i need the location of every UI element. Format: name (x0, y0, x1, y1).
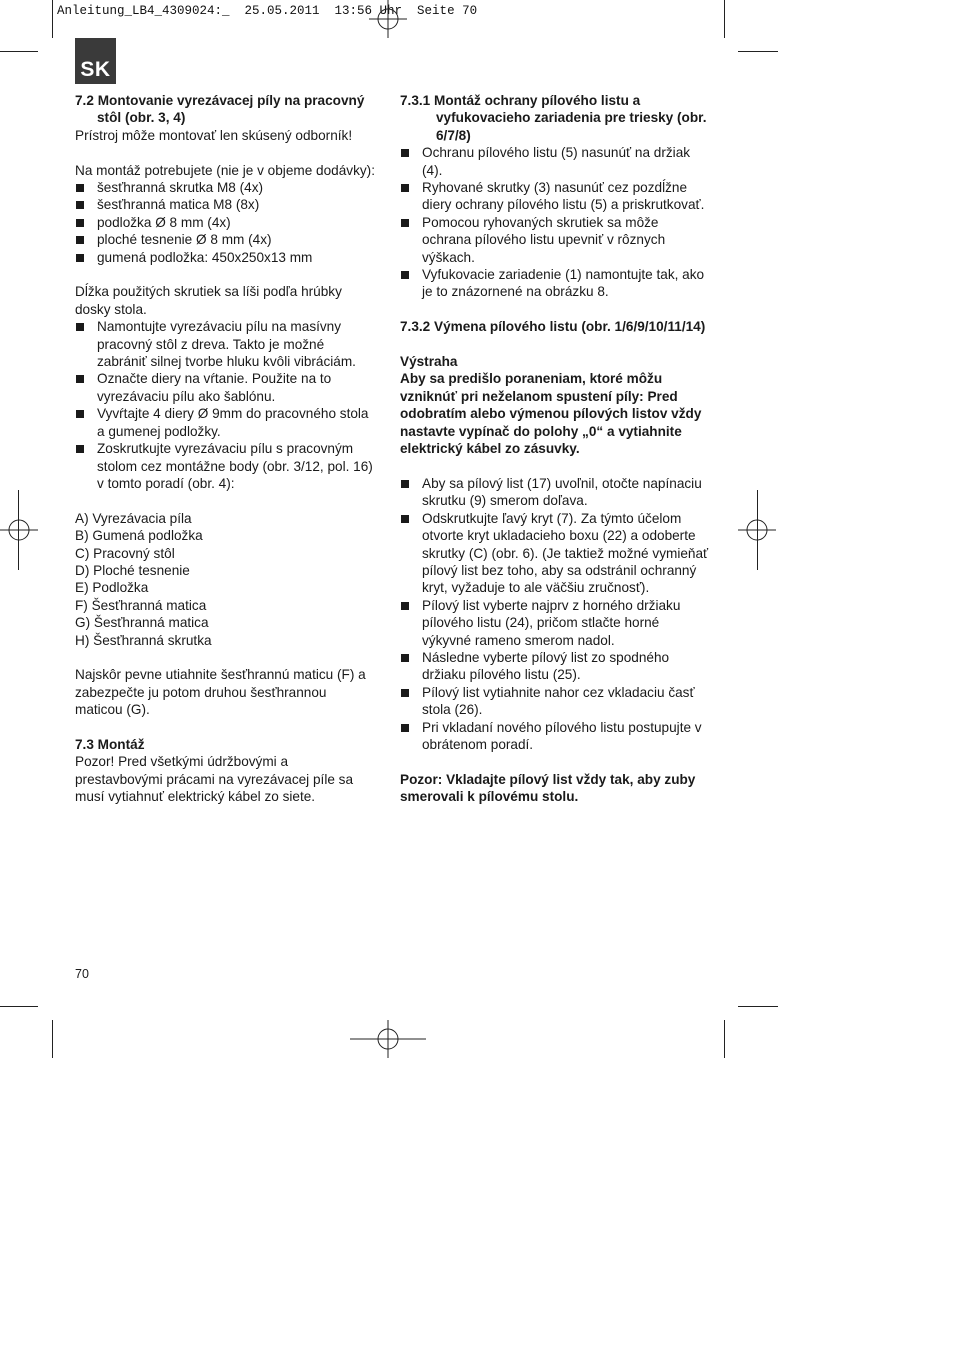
tighten-note: Najskôr pevne utiahnite šesťhrannú maticu (F) a zabezpečte ju potom druhou šesťhrannou maticou (G). (75, 667, 366, 718)
list-item: Pomocou ryhovaných skrutiek sa môže ochrana pílového listu upevniť v rôznych výškach. (400, 214, 710, 266)
length-note: Dĺžka použitých skrutiek sa líši podľa hrúbky dosky stola. (75, 284, 342, 317)
list-item: C) Pracovný stôl (75, 545, 175, 561)
list-item: E) Podložka (75, 580, 149, 596)
crop-mark (52, 1020, 53, 1058)
list-item: Pri vkladaní nového pílového listu postupujte v obrátenom poradí. (400, 719, 710, 754)
list-item: podložka Ø 8 mm (4x) (75, 214, 375, 231)
crop-mark (52, 0, 53, 38)
section-7-3-1-list (400, 144, 710, 301)
registration-mark-icon (738, 511, 776, 549)
crop-mark (724, 1020, 725, 1058)
section-7-2-heading: 7.2 Montovanie vyrezávacej píly na pracovný stôl (obr. 3, 4) (75, 93, 365, 126)
list-item: šesťhranná skrutka M8 (4x) (75, 179, 375, 196)
list-item: Ochranu pílového listu (5) nasunúť na držiak (4). (400, 144, 710, 179)
section-7-3-heading: 7.3 Montáž (75, 736, 145, 752)
registration-mark-icon (350, 1020, 426, 1058)
list-item: Ryhované skrutky (3) nasunúť cez pozdĺžne diery ochrany pílového listu (5) a priskrutkovať. (400, 179, 710, 214)
list-item: Aby sa pílový list (17) uvoľnil, otočte napínaciu skrutku (9) smerom doľava. (400, 475, 710, 510)
section-7-3-2-list (400, 475, 710, 754)
list-item: D) Ploché tesnenie (75, 562, 190, 578)
parts-list (75, 510, 375, 649)
list-item: ploché tesnenie Ø 8 mm (4x) (75, 231, 375, 248)
crop-mark (738, 1006, 778, 1007)
list-item: G) Šesťhranná matica (75, 615, 209, 631)
section-7-2-intro: Prístroj môže montovať len skúsený odborník! (75, 127, 353, 143)
needs-list (75, 179, 375, 266)
list-item: Pílový list vytiahnite nahor cez vkladaciu časť stola (26). (400, 684, 710, 719)
list-item: Odskrutkujte ľavý kryt (7). Za týmto účelom otvorte kryt ukladacieho boxu (22) a odoberte skrutky (C) (obr. 6). (Je taktiež možné vymieňať pílový list bez toho, aby sa odstránil ochranný kryt, vyžaduje to ale väčšiu zručnosť). (400, 510, 710, 597)
list-item: A) Vyrezávacia píla (75, 510, 192, 526)
list-item: Namontujte vyrezávaciu pílu na masívny pracovný stôl z dreva. Takto je možné zabrániť silnej tvorbe hluku kvôli vibráciám. (75, 318, 375, 370)
list-item: H) Šesťhranná skrutka (75, 632, 212, 648)
final-note: Pozor: Vkladajte pílový list vždy tak, aby zuby smerovali k pílovému stolu. (400, 771, 696, 805)
print-slug: Anleitung_LB4_4309024:_ 25.05.2011 13:56 Uhr Seite 70 (57, 4, 478, 18)
list-item: F) Šesťhranná matica (75, 597, 207, 613)
list-item: Pílový list vyberte najprv z horného držiaku pílového listu (24), pričom stlačte horné výkyvné rameno smerom nadol. (400, 597, 710, 649)
list-item: Následne vyberte pílový list zo spodného držiaku pílového listu (25). (400, 649, 710, 684)
section-7-3-text: Pozor! Pred všetkými údržbovými a prestavbovými prácami na vyrezávacej píle sa musí vytiahnuť elektrický kábel zo siete. (75, 754, 354, 805)
list-item: Označte diery na vŕtanie. Použite na to vyrezávaciu pílu ako šablónu. (75, 370, 375, 405)
section-7-3-1-heading: 7.3.1 Montáž ochrany pílového listu a vyfukovacieho zariadenia pre triesky (obr. 6/7/8) (400, 93, 707, 143)
registration-mark-icon (369, 0, 407, 38)
needs-intro: Na montáž potrebujete (nie je v objeme dodávky): (75, 162, 375, 178)
list-item: Vyvŕtajte 4 diery Ø 9mm do pracovného stola a gumenej podložky. (75, 405, 375, 440)
left-column (75, 92, 375, 806)
list-item: gumená podložka: 450x250x13 mm (75, 249, 375, 266)
registration-mark-icon (0, 511, 38, 549)
crop-mark (0, 51, 38, 52)
crop-mark (738, 51, 778, 52)
warning-text: Aby sa predišlo poraneniam, ktoré môžu vzniknúť pri neželanom spustení píly: Pred odobratím alebo výmenou pílových listov vždy nastavte vypínač do polohy „0“ a vytiahnite elektrický kábel zo zásuvky. (400, 371, 702, 457)
crop-mark (724, 0, 725, 38)
page-number: 70 (75, 967, 89, 981)
crop-mark (0, 1006, 38, 1007)
right-column (400, 92, 710, 806)
list-item: Vyfukovacie zariadenie (1) namontujte tak, ako je to znázornené na obrázku 8. (400, 266, 710, 301)
language-badge: SK (75, 38, 116, 84)
section-7-3-2-heading: 7.3.2 Výmena pílového listu (obr. 1/6/9/10/11/14) (400, 319, 706, 335)
warning-title: Výstraha (400, 354, 458, 370)
list-item: šesťhranná matica M8 (8x) (75, 196, 375, 213)
mounting-steps (75, 318, 375, 492)
list-item: Zoskrutkujte vyrezávaciu pílu s pracovným stolom cez montážne body (obr. 3/12, pol. 16) v tomto poradí (obr. 4): (75, 440, 375, 492)
list-item: B) Gumená podložka (75, 528, 203, 544)
